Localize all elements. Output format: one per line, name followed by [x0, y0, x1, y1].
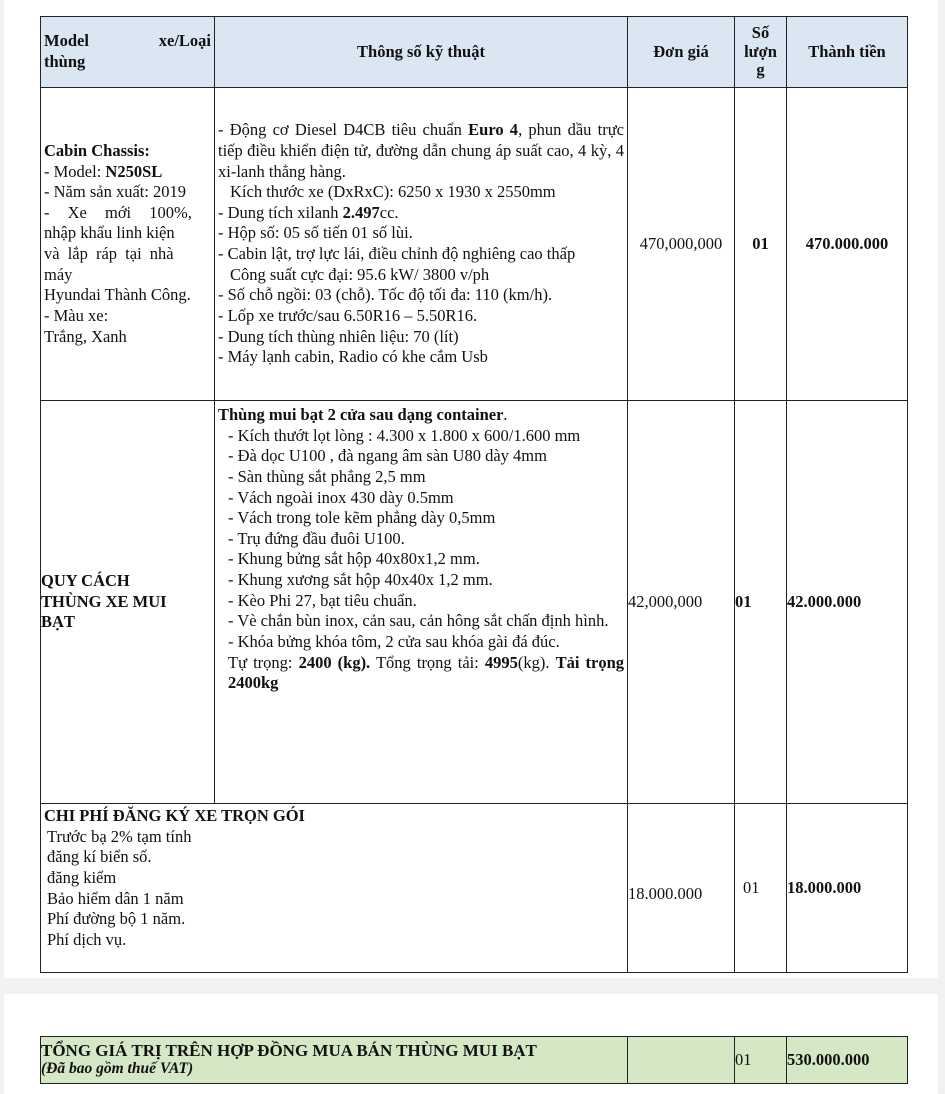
summary-price: [628, 1037, 735, 1084]
list-item: Trước bạ 2% tạm tính: [47, 826, 192, 846]
summary-qty: 01: [735, 1037, 787, 1084]
list-item: Phí dịch vụ.: [47, 929, 127, 949]
summary-title: TỔNG GIÁ TRỊ TRÊN HỢP ĐỒNG MUA BÁN THÙNG MUI BẠT: [41, 1041, 537, 1061]
summary-table: [40, 1036, 908, 1084]
summary-row: [41, 1037, 908, 1084]
summary-total: 530.000.000: [787, 1037, 908, 1084]
registration-qty: 01: [735, 804, 787, 973]
table-row: [41, 401, 908, 804]
header-price: Đơn giá: [628, 17, 735, 88]
header-row: [41, 17, 908, 88]
registration-total: 18.000.000: [787, 804, 908, 973]
cabin-chassis-cell: Cabin Chassis: - Model: N250SL - Năm sản xuất: 2019 - Xe mới 100%, nhập khẩu linh kiện và lắp ráp tại nhà máy Hyundai Thành Công. - Màu xe: Trắng, Xanh: [41, 88, 215, 401]
list-item: đăng kiểm: [47, 867, 117, 887]
list-item: Bảo hiểm dân 1 năm: [47, 888, 184, 908]
body-price: 42,000,000: [628, 401, 735, 804]
header-total: Thành tiền: [787, 17, 908, 88]
list-item: Phí đường bộ 1 năm.: [47, 909, 186, 929]
summary-subtitle: (Đã bao gồm thuế VAT): [41, 1059, 194, 1077]
cabin-qty: 01: [735, 88, 787, 401]
registration-price: 18.000.000: [628, 804, 735, 973]
body-spec-title-cell: QUY CÁCH THÙNG XE MUI BẠT: [41, 401, 215, 804]
body-qty: 01: [735, 401, 787, 804]
cabin-price: 470,000,000: [628, 88, 735, 401]
cabin-total: 470.000.000: [787, 88, 908, 401]
table-row: [41, 804, 908, 973]
table-row: [41, 88, 908, 401]
list-item: đăng kí biển số.: [47, 847, 152, 867]
registration-cell: CHI PHÍ ĐĂNG KÝ XE TRỌN GÓI Trước bạ 2% tạm tính đăng kí biển số. đăng kiểm Bảo hiểm dân 1 năm Phí đường bộ 1 năm. Phí dịch vụ.: [41, 804, 628, 973]
cabin-spec-cell: - Động cơ Diesel D4CB tiêu chuẩn Euro 4, phun dầu trực tiếp điều khiển điện tử, đường dẫn chung áp suất cao, 4 kỳ, 4 xi-lanh thẳng hàng. Kích thước xe (DxRxC): 6250 x 1930 x 2550mm - Dung tích xilanh 2.497cc. - Hộp số: 05 số tiến 01 số lùi. - Cabin lật, trợ lực lái, điều chỉnh độ nghiêng cao thấp Công suất cực đại: 95.6 kW/ 3800 v/ph - Số chỗ ngồi: 03 (chỗ). Tốc độ tối đa: 110 (km/h). - Lốp xe trước/sau 6.50R16 – 5.50R16. - Dung tích thùng nhiên liệu: 70 (lít) - Máy lạnh cabin, Radio có khe cắm Usb: [215, 88, 628, 401]
header-model: Model xe/Loại thùng: [41, 17, 215, 88]
summary-label-cell: [41, 1037, 628, 1084]
quotation-table: [40, 16, 908, 973]
body-spec-cell: Thùng mui bạt 2 cửa sau dạng container. - Kích thướt lọt lòng : 4.300 x 1.800 x 600/1.600 mm - Đà dọc U100 , đà ngang âm sàn U80 dày 4mm - Sàn thùng sắt phẳng 2,5 mm - Vách ngoài inox 430 dày 0.5mm - Vách trong tole kẽm phẳng dày 0,5mm - Trụ đứng đầu đuôi U100. - Khung bửng sắt hộp 40x80x1,2 mm. - Khung xương sắt hộp 40x40x 1,2 mm. - Kèo Phi 27, bạt tiêu chuẩn. - Vè chắn bùn inox, cản sau, cản hông sắt chấn định hình. - Khóa bửng khóa tôm, 2 cửa sau khóa gài đá đúc. Tự trọng: 2400 (kg). Tổng trọng tải: 4995(kg). Tải trọng 2400kg: [215, 401, 628, 804]
header-spec: Thông số kỹ thuật: [215, 17, 628, 88]
body-total: 42.000.000: [787, 401, 908, 804]
header-qty: Số lượn g: [735, 17, 787, 88]
